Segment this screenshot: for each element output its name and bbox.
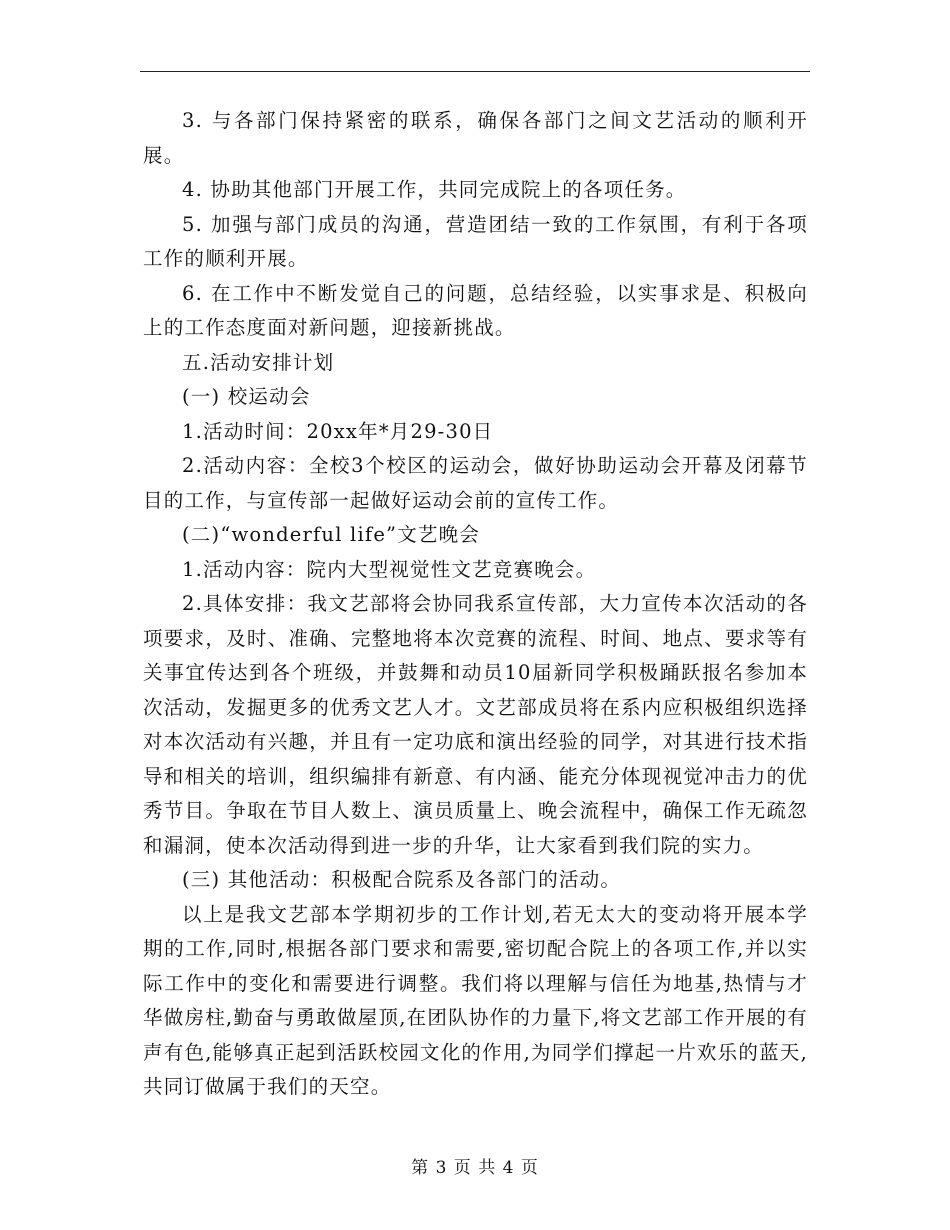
paragraph: 2.具体安排：我文艺部将会协同我系宣传部，大力宣传本次活动的各项要求，及时、准确、完整地将本次竞赛的流程、时间、地点、要求等有关事宜传达到各个班级，并鼓舞和动员10届新同学积极踊跃报名参加本次活动，发掘更多的优秀文艺人才。文艺部成员将在系内应积极组织选择对本次活动有兴趣，并且有一定功底和演出经验的同学，对其进行技术指导和相关的培训，组织编排有新意、有内涵、能充分体现视觉冲击力的优秀节目。争取在节目人数上、演员质量上、晚会流程中，确保工作无疏忽和漏洞，使本次活动得到进一步的升华，让大家看到我们院的实力。: [143, 592, 808, 857]
paragraph: 以上是我文艺部本学期初步的工作计划,若无太大的变动将开展本学期的工作,同时,根据各部门要求和需要,密切配合院上的各项工作,并以实际工作中的变化和需要进行调整。我们将以理解与信任为地基,热情与才华做房柱,勤奋与勇敢做屋顶,在团队协作的力量下,将文艺部工作开展的有声有色,能够真正起到活跃校园文化的作用,为同学们撑起一片欢乐的蓝天,共同订做属于我们的天空。: [143, 902, 808, 1098]
section-heading: 五.活动安排计划: [182, 350, 335, 374]
document-body: [143, 104, 808, 1105]
subsection-heading: (一) 校运动会: [182, 385, 311, 408]
paragraph: 5. 加强与部门成员的沟通，营造团结一致的工作氛围，有利于各项工作的顺利开展。: [143, 212, 808, 270]
paragraph: 2.活动内容：全校3个校区的运动会，做好协助运动会开幕及闭幕节目的工作，与宣传部一起做好运动会前的宣传工作。: [143, 454, 808, 512]
subsection-heading: (二)“wonderful life”文艺晚会: [182, 523, 481, 546]
paragraph: 4. 协助其他部门开展工作，共同完成院上的各项任务。: [182, 178, 687, 201]
paragraph: 3. 与各部门保持紧密的联系，确保各部门之间文艺活动的顺利开展。: [143, 109, 808, 167]
subsection-heading: (三) 其他活动：积极配合院系及各部门的活动。: [182, 868, 622, 891]
page-footer: 第 3 页 共 4 页: [411, 1158, 539, 1178]
header-rule: [140, 71, 810, 72]
paragraph: 6. 在工作中不断发觉自己的问题，总结经验，以实事求是、积极向上的工作态度面对新问题，迎接新挑战。: [143, 281, 808, 339]
paragraph: 1.活动内容：院内大型视觉性文艺竞赛晚会。: [182, 557, 597, 581]
paragraph: 1.活动时间：20xx年*月29-30日: [182, 419, 494, 443]
